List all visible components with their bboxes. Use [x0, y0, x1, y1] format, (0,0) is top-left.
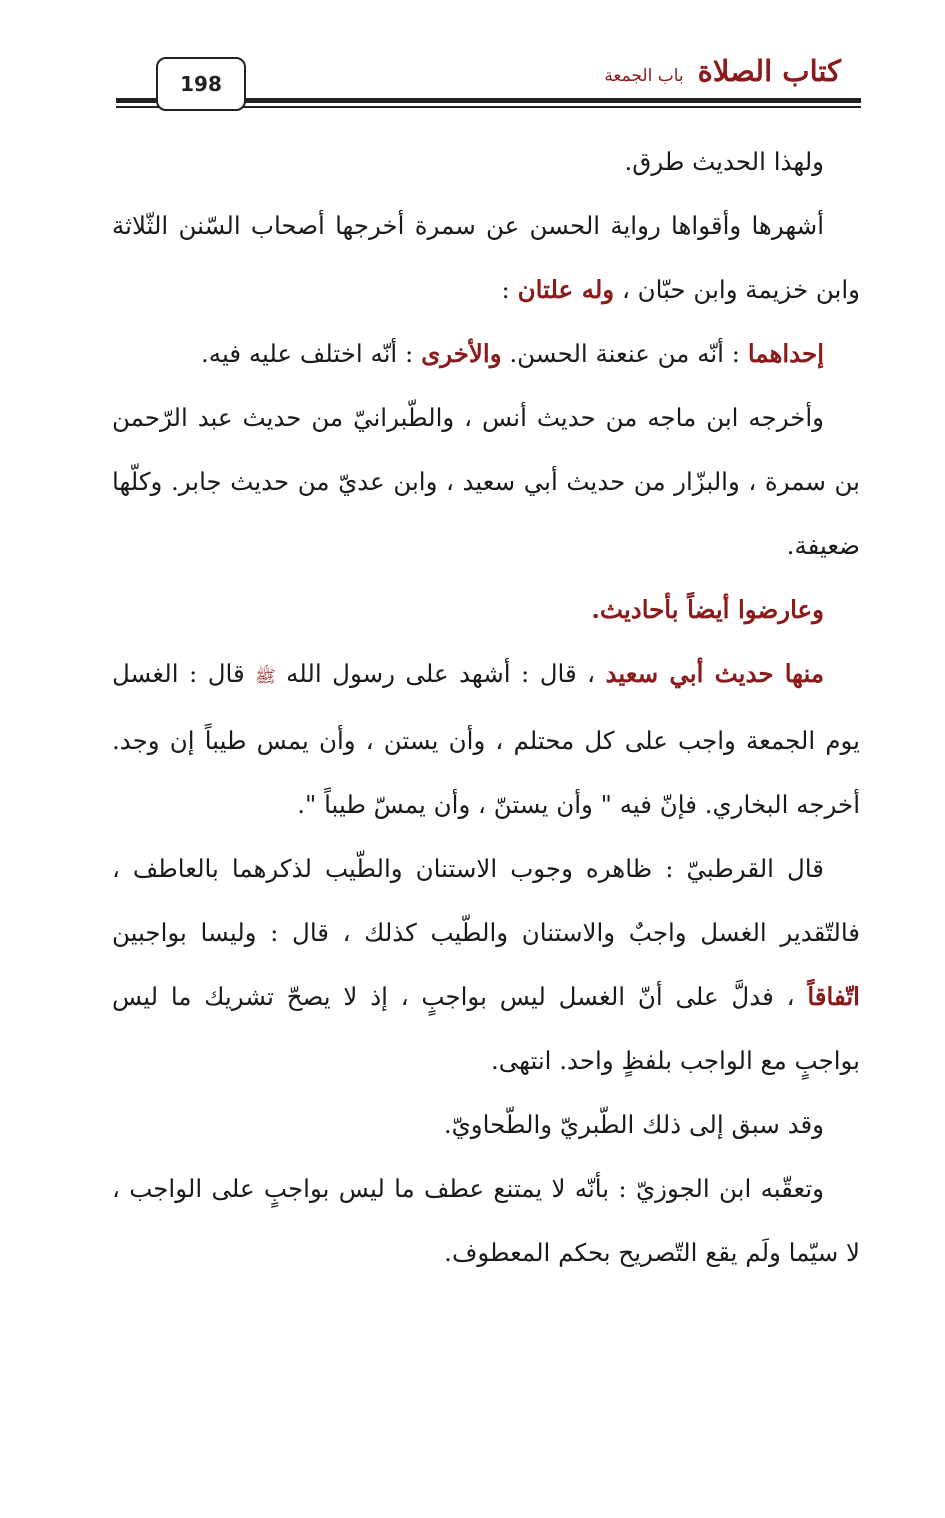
chapter-title: باب الجمعة	[604, 66, 684, 86]
page-body	[112, 130, 860, 1285]
book-title: كتاب الصلاة	[697, 54, 841, 88]
paragraph-8: وتعقّبه ابن الجوزيّ : بأنّه لا يمتنع عطف ما ليس بواجبٍ على الواجب ، لا سيّما ولَم يقع التّصريح بحكم المعطوف.	[112, 1174, 860, 1267]
paragraph-6-text-a: قال القرطبيّ : ظاهره وجوب الاستنان والطّيب لذكرهما بالعاطف ، فالتّقدير الغسل واجبٌ والاستنان والطّيب كذلك ، قال : وليسا بواجبين	[112, 854, 860, 947]
paragraph-3-text-b: : أنّه اختلف عليه فيه.	[201, 339, 414, 368]
paragraph-6-text-b: ، فدلَّ على أنّ الغسل ليس بواجبٍ ، إذ لا يصحّ تشريك ما ليس بواجبٍ مع الواجب بلفظٍ واحد. انتهى.	[112, 982, 860, 1075]
highlight-two-defects: وله علتان	[517, 275, 615, 304]
paragraph-2-colon: :	[501, 275, 510, 304]
highlight-consensus: اتّفاقاً	[807, 982, 860, 1011]
paragraph-5	[112, 642, 860, 837]
paragraph-5-text-a: ، قال : أشهد على رسول الله	[286, 659, 596, 688]
highlight-first: إحداهما	[747, 339, 824, 368]
paragraph-3-text-a: : أنّه من عنعنة الحسن.	[509, 339, 741, 368]
paragraph-3	[112, 322, 860, 386]
paragraph-1: ولهذا الحديث طرق.	[624, 147, 824, 176]
running-title	[604, 54, 841, 88]
paragraph-7: وقد سبق إلى ذلك الطّبريّ والطّحاويّ.	[443, 1110, 824, 1139]
page-number: 198	[156, 57, 246, 111]
paragraph-6	[112, 837, 860, 1093]
section-heading: وعارضوا أيضاً بأحاديث.	[591, 595, 824, 624]
honorific-symbol: ﷺ	[255, 667, 276, 687]
paragraph-2	[112, 194, 860, 322]
paragraph-5-text-b: قال : الغسل يوم الجمعة واجب على كل محتلم ، وأن يستن ، وأن يمس طيباً إن وجد. أخرجه البخاري. فإنّ فيه " وأن يستنّ ، وأن يمسّ طيباً ".	[112, 659, 860, 819]
paragraph-2-text: أشهرها وأقواها رواية الحسن عن سمرة أخرجها أصحاب السّنن الثّلاثة وابن خزيمة وابن حبّان ،	[112, 211, 860, 304]
paragraph-4: وأخرجه ابن ماجه من حديث أنس ، والطّبرانيّ من حديث عبد الرّحمن بن سمرة ، والبزّار من حديث أبي سعيد ، وابن عديّ من حديث جابر. وكلّها ضعيفة.	[112, 403, 860, 560]
highlight-abu-said: منها حديث أبي سعيد	[605, 659, 824, 688]
page-header	[0, 0, 945, 120]
highlight-other: والأخرى	[421, 339, 502, 368]
